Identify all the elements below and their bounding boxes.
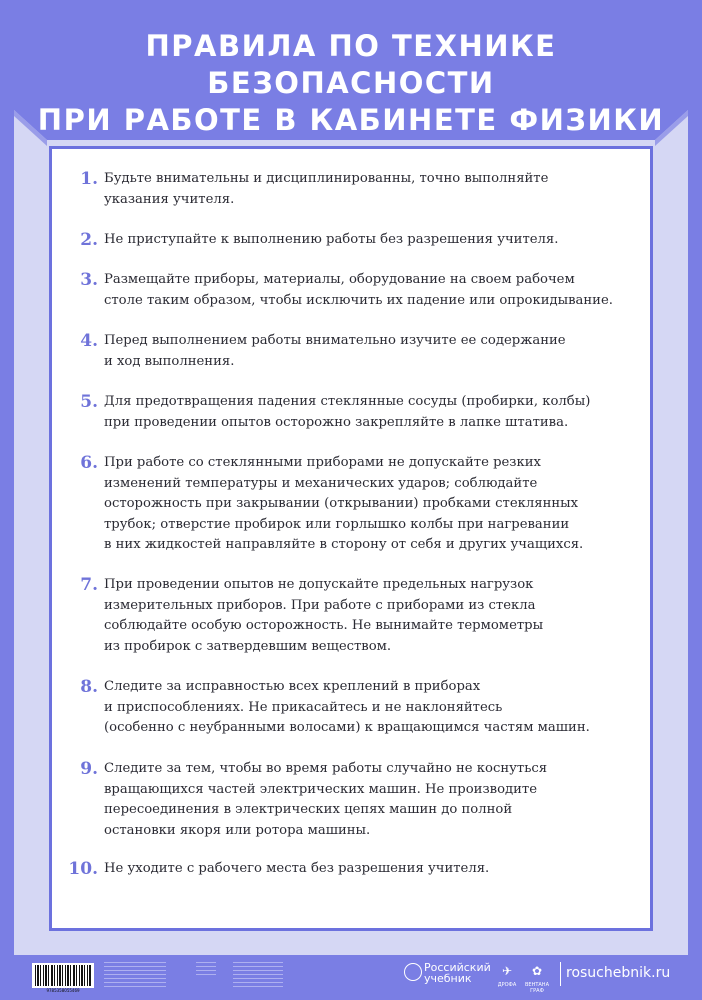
rule-number: 6.: [80, 453, 98, 473]
poster-title: [0, 28, 702, 139]
rule-number: 5.: [80, 392, 98, 412]
poster-title-line2: ПРИ РАБОТЕ В КАБИНЕТЕ ФИЗИКИ: [37, 103, 665, 137]
website-link[interactable]: rosuchebnik.ru: [566, 965, 671, 981]
rule-number: 1.: [80, 169, 98, 189]
publisher-logo-bottom: учебник: [424, 972, 472, 985]
barcode-icon: [32, 963, 94, 988]
imprint-city: [196, 962, 216, 978]
rules-panel: [49, 146, 653, 931]
rule-number: 3.: [80, 270, 98, 290]
rule-number: 4.: [80, 331, 98, 351]
rule-text: Не приступайте к выполнению работы без разрешения учителя.: [104, 232, 559, 247]
rule-text: Для предотвращения падения стеклянные сосуды (пробирки, колбы) при проведении опытов осторожно закрепляйте в лапке штатива.: [104, 394, 591, 430]
imprint-details: [233, 962, 283, 988]
rule-text: Размещайте приборы, материалы, оборудование на своем рабочем столе таким образом, чтобы исключить их падение или опрокидывание.: [104, 272, 613, 308]
drofa-label: ДРОФА: [497, 982, 517, 988]
rule-number: 7.: [80, 575, 98, 595]
rule-text: Следите за тем, чтобы во время работы случайно не коснуться вращающихся частей электрических машин. Не производите пересоединения в электрических цепях машин до полной остановки якоря или ротора машины.: [104, 761, 548, 838]
publisher-logo: [424, 962, 491, 984]
barcode-number: 9785358055469: [46, 988, 80, 993]
publisher-emblem-icon: [404, 963, 422, 981]
ventana-graf-label: ВЕНТАНА ГРАФ: [524, 982, 549, 994]
barcode-bars: [32, 963, 94, 988]
poster-title-line1: ПРАВИЛА ПО ТЕХНИКЕ БЕЗОПАСНОСТИ: [145, 29, 557, 100]
publisher-logo-top: Российский: [424, 961, 491, 974]
rule-number: 2.: [80, 230, 98, 250]
ventana-graf-icon: ✿: [531, 964, 543, 978]
rule-text: Не уходите с рабочего места без разрешения учителя.: [104, 861, 490, 876]
rule-text: Будьте внимательны и дисциплинированны, точно выполняйте указания учителя.: [104, 171, 549, 207]
footer-divider: [560, 962, 561, 986]
rule-text: Перед выполнением работы внимательно изучите ее содержание и ход выполнения.: [104, 333, 566, 369]
rule-text: При работе со стеклянными приборами не допускайте резких изменений температуры и механических ударов; соблюдайте осторожность при закрывании (открывании) пробками стеклянных трубок; отверстие пробирок или горлышко колбы при нагревании в них жидкостей направляйте в сторону от себя и других учащихся.: [104, 455, 584, 552]
rule-number: 10.: [68, 859, 98, 879]
imprint-credits: [104, 962, 166, 988]
rule-text: Следите за исправностью всех креплений в приборах и приспособлениях. Не прикасайтесь и не наклоняйтесь (особенно с неубранными волосами) к вращающимся частям машин.: [104, 679, 590, 735]
poster-header: [0, 0, 702, 150]
rule-number: 9.: [80, 759, 98, 779]
rule-text: При проведении опытов не допускайте предельных нагрузок измерительных приборов. При работе с приборами из стекла соблюдайте особую осторожность. Не вынимайте термометры из пробирок с затвердевшим веществом.: [104, 577, 544, 654]
rule-number: 8.: [80, 677, 98, 697]
drofa-bird-icon: ✈: [501, 964, 513, 978]
